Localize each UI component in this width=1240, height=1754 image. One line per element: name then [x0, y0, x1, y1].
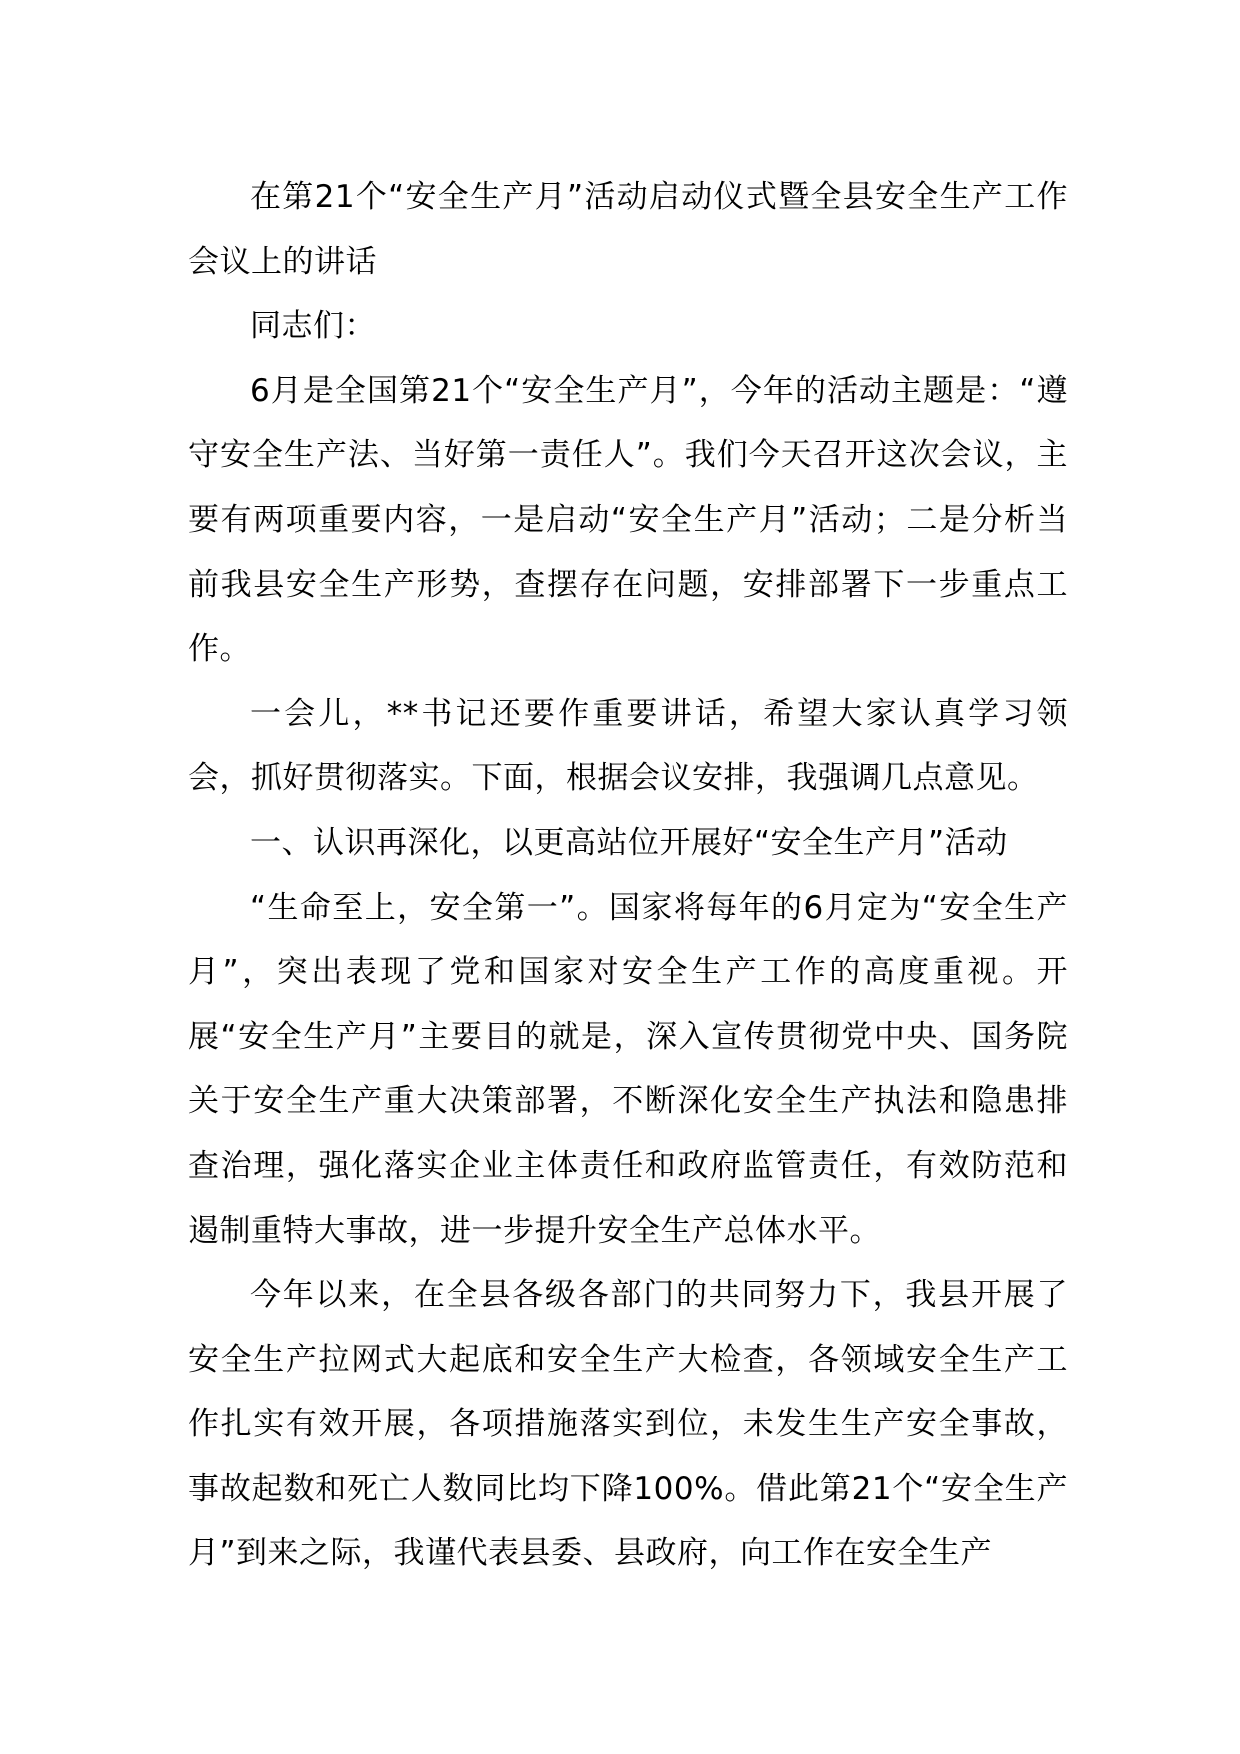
paragraph: 一会儿，**书记还要作重要讲话，希望大家认真学习领会，抓好贯彻落实。下面，根据会议安排，我强调几点意见。: [188, 695, 1068, 797]
salutation: 同志们：: [250, 308, 376, 345]
paragraph: “生命至上，安全第一”。国家将每年的6月定为“安全生产月”，突出表现了党和国家对安全生产工作的高度重视。开展“安全生产月”主要目的就是，深入宣传贯彻党中央、国务院关于安全生产重大决策部署，不断深化安全生产执法和隐患排查治理，强化落实企业主体责任和政府监管责任，有效防范和遏制重特大事故，进一步提升安全生产总体水平。: [188, 889, 1068, 1249]
paragraph: 6月是全国第21个“安全生产月”，今年的活动主题是：“遵守安全生产法、当好第一责任人”。我们今天召开这次会议，主要有两项重要内容，一是启动“安全生产月”活动；二是分析当前我县安全生产形势，查摆存在问题，安排部署下一步重点工作。: [188, 372, 1068, 668]
paragraph: 今年以来，在全县各级各部门的共同努力下，我县开展了安全生产拉网式大起底和安全生产大检查，各领域安全生产工作扎实有效开展，各项措施落实到位，未发生生产安全事故，事故起数和死亡人数同比均下降100%。借此第21个“安全生产月”到来之际，我谨代表县委、县政府，向工作在安全生产: [188, 1277, 1068, 1572]
document-title: 在第21个“安全生产月”活动启动仪式暨全县安全生产工作会议上的讲话: [188, 179, 1068, 280]
document-body: [188, 165, 1068, 1586]
section-heading: 一、认识再深化，以更高站位开展好“安全生产月”活动: [250, 824, 1008, 861]
